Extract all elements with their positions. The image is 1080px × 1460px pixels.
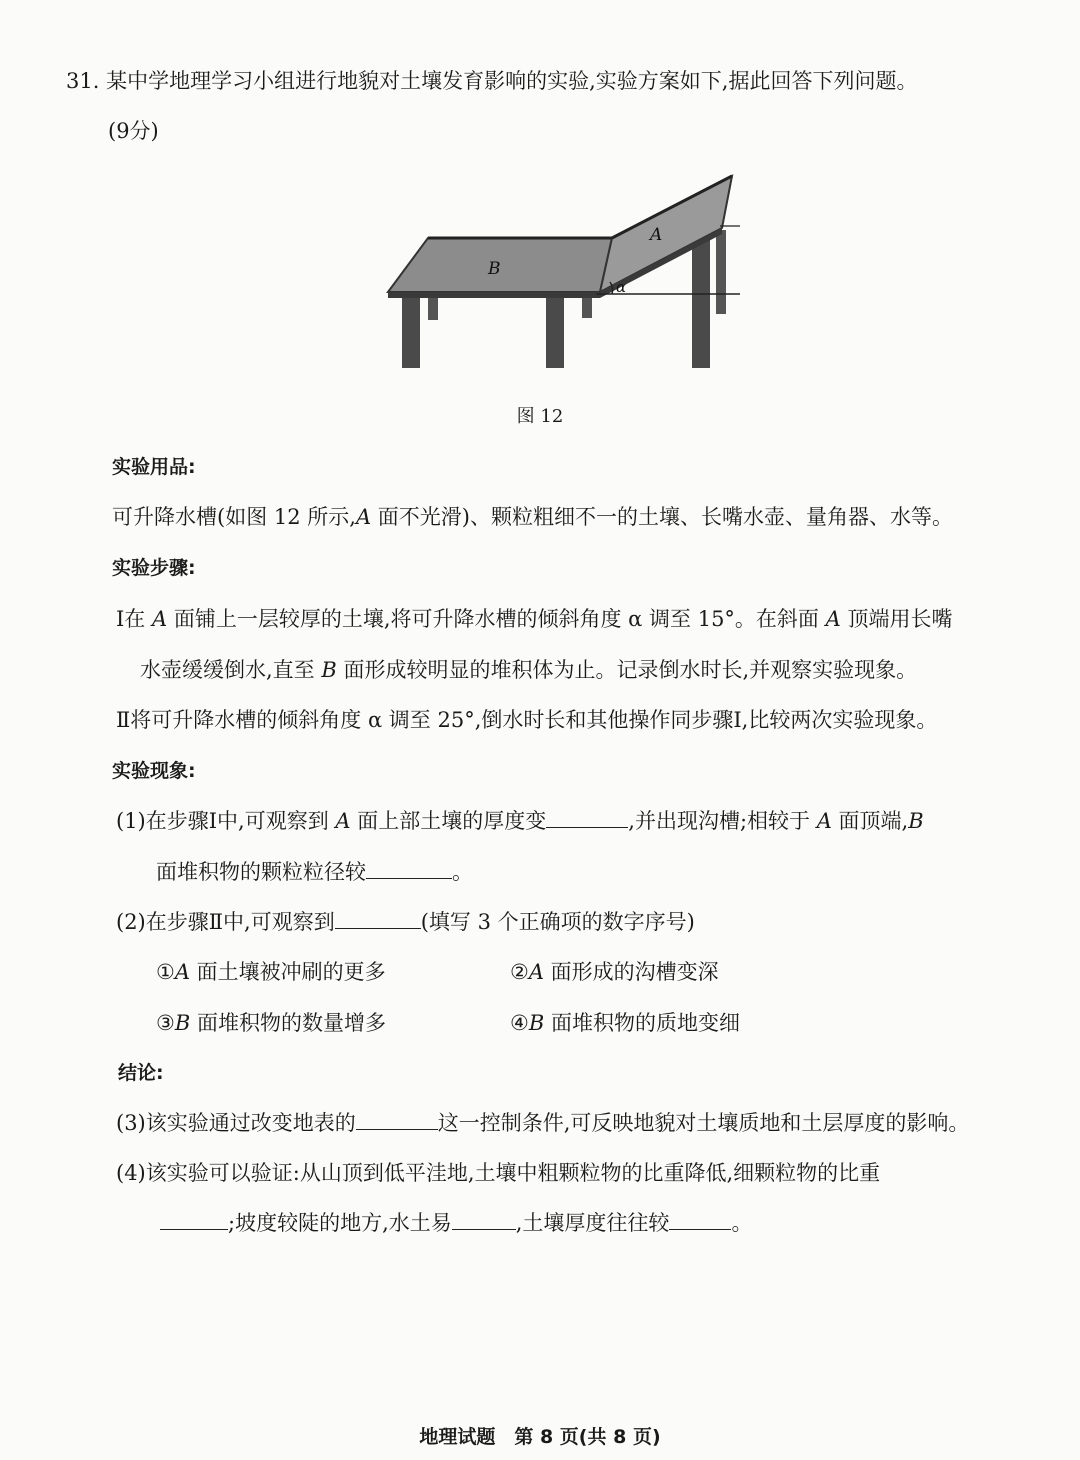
question-4-line-2: ;坡度较陡的地方,水土易 ,土壤厚度往往较 。 xyxy=(160,1208,752,1238)
tank-leg xyxy=(428,296,438,320)
answer-blank[interactable] xyxy=(160,1209,228,1230)
label-alpha: α xyxy=(616,278,627,296)
tank-leg xyxy=(546,296,564,368)
option-2: ②A 面形成的沟槽变深 xyxy=(510,960,719,984)
question-4-line-1: (4)该实验可以验证:从山顶到低平洼地,土壤中粗颗粒物的比重降低,细颗粒物的比重 xyxy=(116,1161,881,1185)
question-3: (3)该实验通过改变地表的 这一控制条件,可反映地貌对土壤质地和土层厚度的影响。 xyxy=(116,1111,970,1135)
answer-blank[interactable] xyxy=(356,1109,438,1130)
answer-blank[interactable] xyxy=(366,858,452,879)
question-1-line-2: 面堆积物的颗粒粒径较 。 xyxy=(156,860,473,884)
conclusion-heading: 结论: xyxy=(118,1062,164,1084)
materials-text: 可升降水槽(如图 12 所示,A 面不光滑)、颗粒粗细不一的土壤、长嘴水壶、量角器、水等。 xyxy=(112,505,953,529)
answer-blank[interactable] xyxy=(546,807,628,828)
answer-blank[interactable] xyxy=(669,1209,731,1230)
steps-heading: 实验步骤: xyxy=(112,557,196,579)
label-b: B xyxy=(488,259,501,279)
step-1-line-1: Ⅰ在 A 面铺上一层较厚的土壤,将可升降水槽的倾斜角度 α 调至 15°。在斜面 A 顶端用长嘴 xyxy=(116,607,953,631)
tank-leg xyxy=(716,230,726,314)
question-stem xyxy=(66,66,917,96)
option-1: ①A 面土壤被冲刷的更多 xyxy=(156,960,386,984)
tank-leg xyxy=(692,238,710,368)
label-a: A xyxy=(650,225,663,245)
step-2: Ⅱ将可升降水槽的倾斜角度 α 调至 25°,倒水时长和其他操作同步骤Ⅰ,比较两次实验现象。 xyxy=(116,708,938,732)
tank-leg xyxy=(402,296,420,368)
question-number: 31. xyxy=(66,69,100,93)
option-3: ③B 面堆积物的数量增多 xyxy=(156,1011,386,1035)
page-footer: 地理试题 第 8 页(共 8 页) xyxy=(419,1426,661,1448)
figure-caption: 图 12 xyxy=(516,406,564,427)
materials-heading: 实验用品: xyxy=(112,456,196,478)
option-4: ④B 面堆积物的质地变细 xyxy=(510,1011,740,1035)
figure-12-water-tank xyxy=(380,168,740,378)
tank-diagram xyxy=(380,168,740,378)
answer-blank[interactable] xyxy=(335,908,421,929)
question-1-line-1: (1)在步骤Ⅰ中,可观察到 A 面上部土壤的厚度变 ,并出现沟槽;相较于 A 面顶端,B xyxy=(116,809,924,833)
question-2: (2)在步骤Ⅱ中,可观察到 (填写 3 个正确项的数字序号) xyxy=(116,910,695,934)
question-text: 某中学地理学习小组进行地貌对土壤发育影响的实验,实验方案如下,据此回答下列问题。 xyxy=(106,69,918,93)
question-score: (9分) xyxy=(108,119,159,143)
surface-b-edge xyxy=(388,292,600,298)
step-1-line-2: 水壶缓缓倒水,直至 B 面形成较明显的堆积体为止。记录倒水时长,并观察实验现象。 xyxy=(140,658,918,682)
phenomena-heading: 实验现象: xyxy=(112,760,196,782)
answer-blank[interactable] xyxy=(452,1209,516,1230)
